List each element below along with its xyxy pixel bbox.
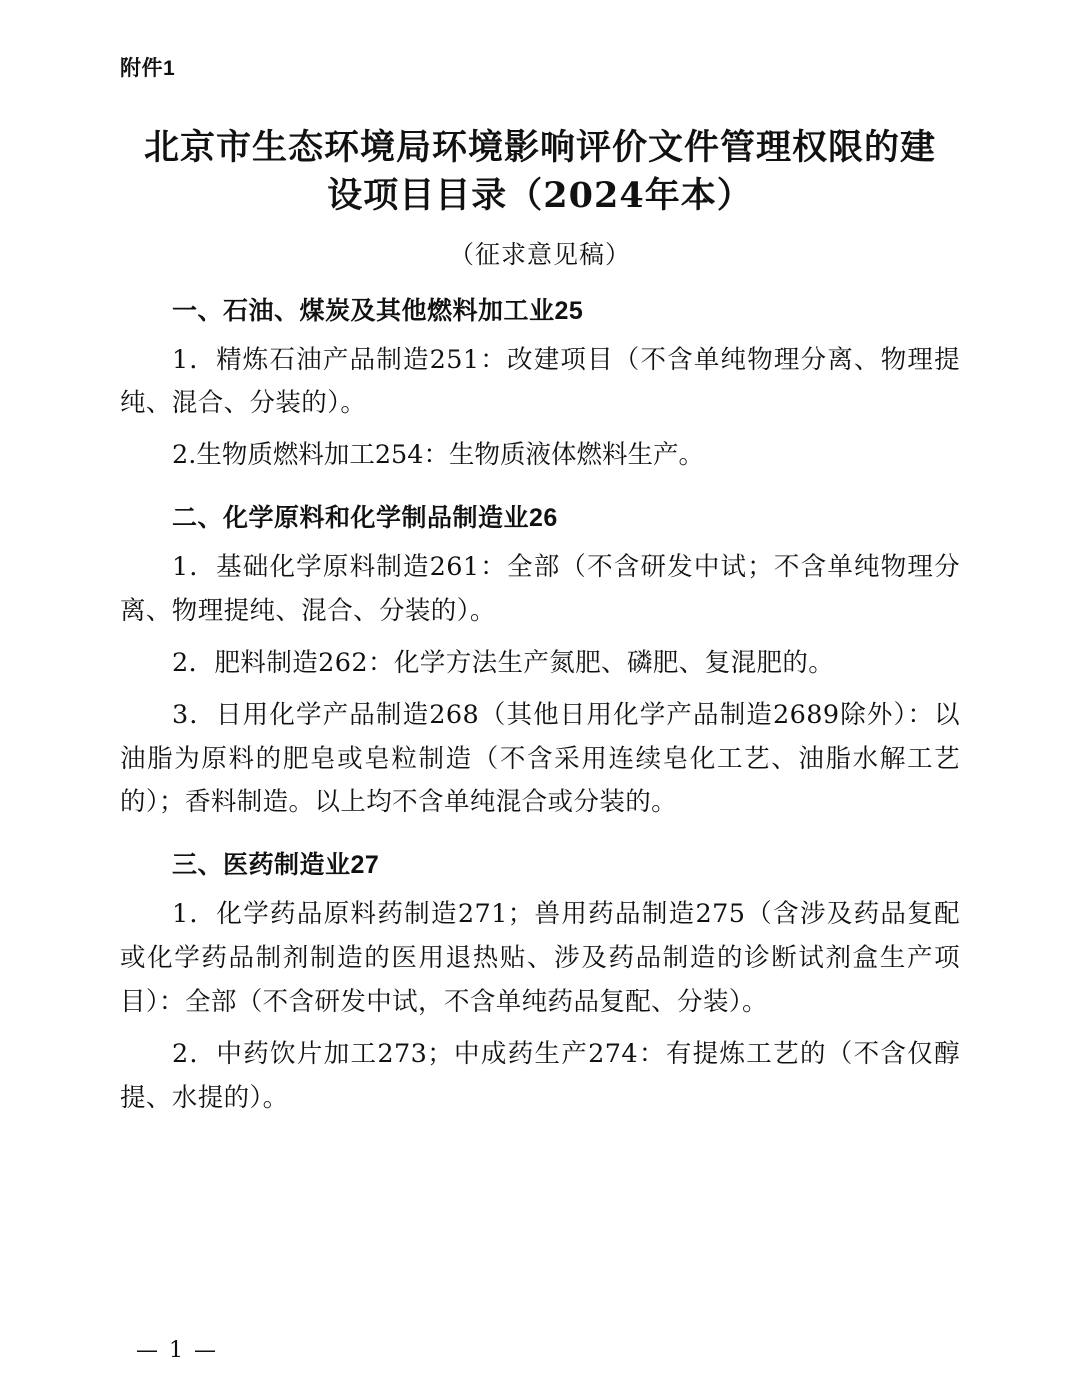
page-title: 北京市生态环境局环境影响评价文件管理权限的建设项目目录（2024年本） [143, 127, 936, 217]
section-item: 1．化学药品原料药制造271；兽用药品制造275（含涉及药品复配或化学药品制剂制造的医用退热贴、涉及药品制造的诊断试剂盒生产项目）：全部（不含研发中试，不含单纯药品复配、分装）。 [120, 899, 960, 1018]
section-heading-chemical: 二、化学原料和化学制品制造业26 [172, 504, 558, 533]
section-item: 2．肥料制造262：化学方法生产氮肥、磷肥、复混肥的。 [172, 647, 835, 678]
document-subtitle: （征求意见稿） [448, 239, 631, 269]
section-item: 2．中药饮片加工273；中成药生产274：有提炼工艺的（不含仅醇提、水提的）。 [120, 1038, 960, 1113]
section-item: 3．日用化学产品制造268（其他日用化学产品制造2689除外）：以油脂为原料的肥皂或皂粒制造（不含采用连续皂化工艺、油脂水解工艺的）；香料制造。以上均不含单纯混合或分装的。 [120, 699, 960, 818]
attachment-label: 附件1 [120, 57, 176, 80]
section-heading-pharma: 三、医药制造业27 [172, 851, 380, 880]
page-number: — 1 — [136, 1338, 218, 1363]
section-item: 2.生物质燃料加工254：生物质液体燃料生产。 [172, 440, 705, 471]
section-item: 1．精炼石油产品制造251：改建项目（不含单纯物理分离、物理提纯、混合、分装的）。 [120, 344, 960, 419]
section-heading-petroleum: 一、石油、煤炭及其他燃料加工业25 [172, 296, 584, 325]
section-item: 1．基础化学原料制造261：全部（不含研发中试；不含单纯物理分离、物理提纯、混合、分装的）。 [120, 552, 960, 627]
